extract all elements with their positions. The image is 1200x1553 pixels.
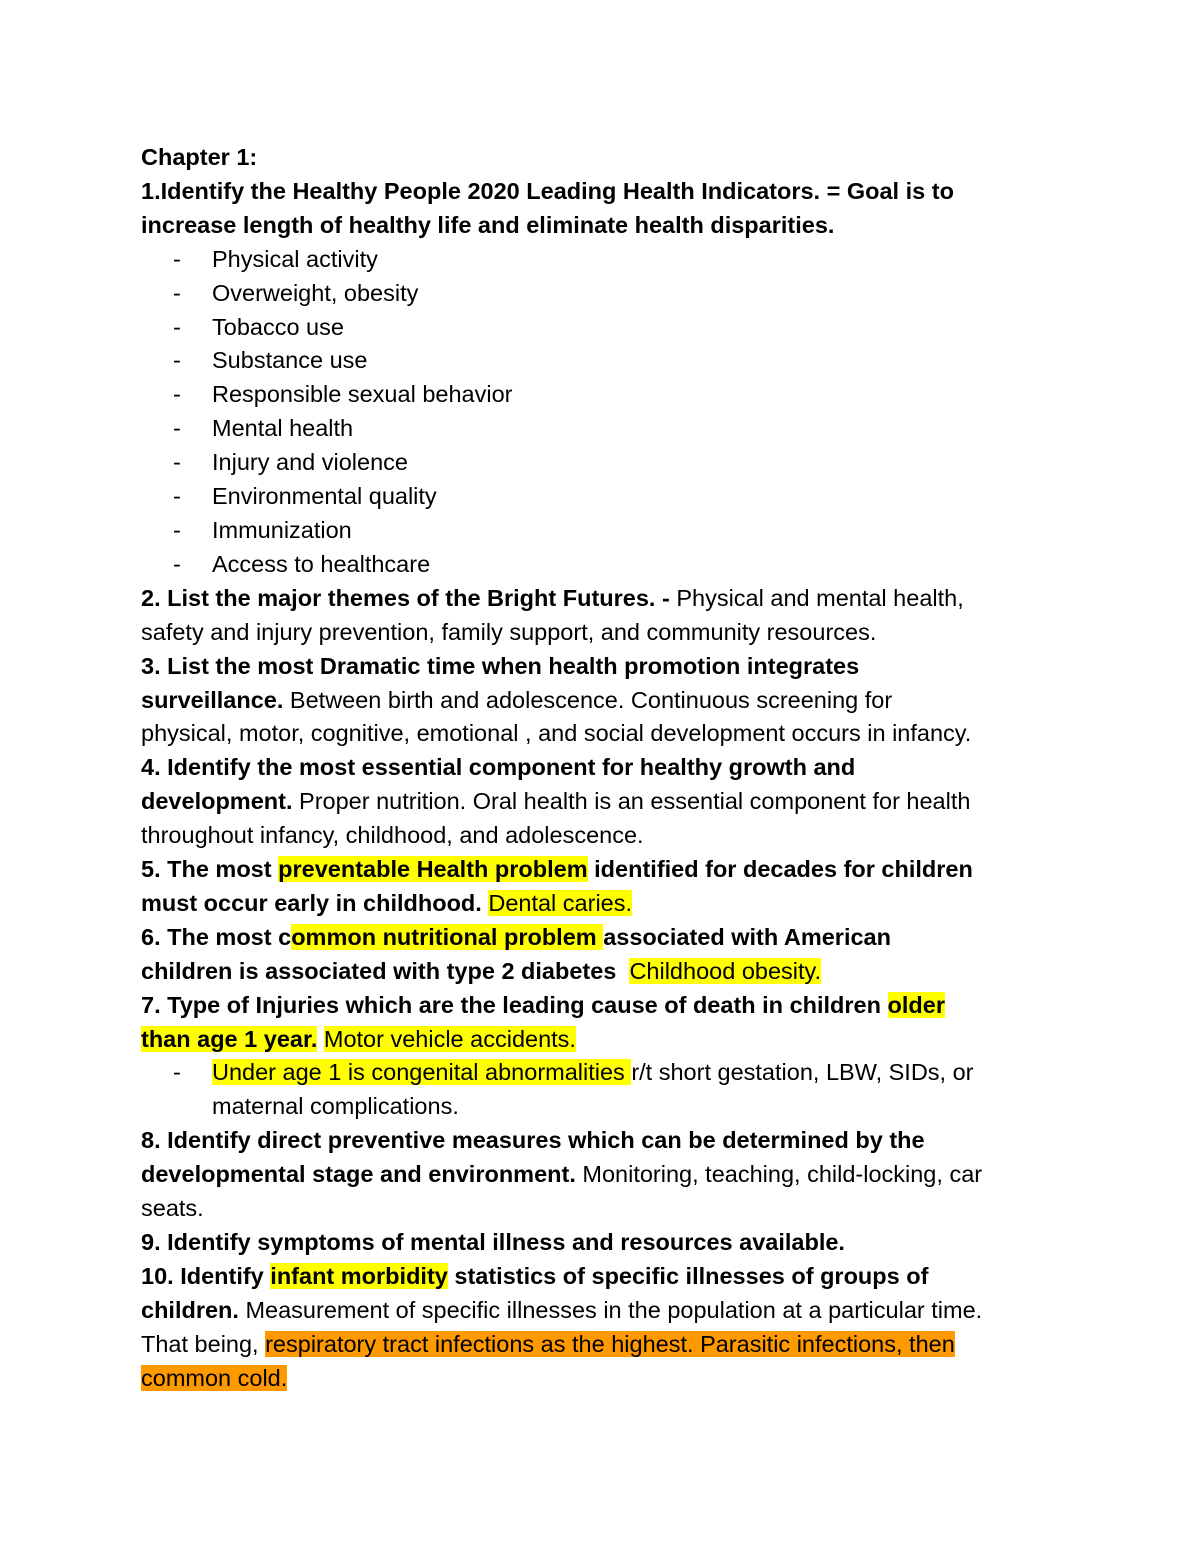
list-item-text: Injury and violence xyxy=(212,449,408,476)
q5-answer: Dental caries. xyxy=(488,889,633,916)
q6-question-end: children is associated with type 2 diabetes xyxy=(141,957,630,984)
q10-orange-highlight: common cold. xyxy=(141,1364,288,1391)
q3-line1: 3. List the most Dramatic time when health promotion integrates xyxy=(141,652,860,679)
list-item-text: Environmental quality xyxy=(212,483,437,510)
q5-line2 xyxy=(141,887,1080,921)
q1-indicator-list xyxy=(141,243,1080,582)
q7-text: 7. Type of Injuries which are the leading cause of death in children xyxy=(141,991,888,1018)
q7-line2 xyxy=(141,1023,1080,1057)
q7-sub-continuation: maternal complications. xyxy=(212,1093,459,1120)
bullet-dash: - xyxy=(173,245,181,272)
list-item xyxy=(141,277,1080,311)
q4-line2 xyxy=(141,785,1080,819)
q2-line1 xyxy=(141,582,1080,616)
q10-answer-lead: That being, xyxy=(141,1330,266,1357)
list-item xyxy=(141,412,1080,446)
list-item-text: Substance use xyxy=(212,347,368,374)
q7-highlight: than age 1 year. xyxy=(141,1025,318,1052)
q10-line4 xyxy=(141,1362,1080,1396)
q7-answer: Motor vehicle accidents. xyxy=(323,1025,576,1052)
list-item xyxy=(141,480,1080,514)
q7-line1 xyxy=(141,989,1080,1023)
q2-line2: safety and injury prevention, family support, and community resources. xyxy=(141,618,877,645)
q7-sub-item xyxy=(141,1056,1080,1090)
q6-line2 xyxy=(141,955,1080,989)
list-item xyxy=(141,344,1080,378)
list-item xyxy=(141,548,1080,582)
list-item-text: Tobacco use xyxy=(212,313,344,340)
bullet-dash: - xyxy=(173,415,181,442)
q10-line3 xyxy=(141,1328,1080,1362)
q10-line1 xyxy=(141,1260,1080,1294)
bullet-dash: - xyxy=(173,483,181,510)
list-item xyxy=(141,378,1080,412)
q6-highlight: ommon nutritional problem xyxy=(291,923,604,950)
q6-line1 xyxy=(141,921,1080,955)
q5-line1 xyxy=(141,853,1080,887)
q8-answer: Monitoring, teaching, child-locking, car xyxy=(575,1161,983,1188)
q4-line1: 4. Identify the most essential component for healthy growth and xyxy=(141,754,856,781)
bullet-dash: - xyxy=(173,550,181,577)
q3-line2 xyxy=(141,684,1080,718)
list-item-text: Immunization xyxy=(212,516,352,543)
q5-highlight: preventable Health problem xyxy=(278,856,588,883)
q1-line2: increase length of healthy life and eliminate health disparities. xyxy=(141,211,835,238)
q7-sub-text: r/t short gestation, LBW, SIDs, or xyxy=(631,1059,974,1086)
list-item xyxy=(141,446,1080,480)
q6-text: associated with American xyxy=(603,923,891,950)
bullet-dash: - xyxy=(173,313,181,340)
bullet-dash: - xyxy=(173,449,181,476)
q8-line2 xyxy=(141,1158,1080,1192)
list-item-text: Physical activity xyxy=(212,245,378,272)
list-item-text: Overweight, obesity xyxy=(212,279,419,306)
q5-text: 5. The most xyxy=(141,856,279,883)
list-item-text: Mental health xyxy=(212,415,354,442)
q2-answer: Physical and mental health, xyxy=(676,584,964,611)
q3-answer: Between birth and adolescence. Continuous screening for xyxy=(283,686,893,713)
list-item xyxy=(141,311,1080,345)
q4-line3: throughout infancy, childhood, and adolescence. xyxy=(141,822,644,849)
q10-line2 xyxy=(141,1294,1080,1328)
q3-question-end: surveillance. xyxy=(141,686,284,713)
q9-line1: 9. Identify symptoms of mental illness and resources available. xyxy=(141,1229,845,1255)
q10-answer: Measurement of specific illnesses in the population at a particular time. xyxy=(238,1296,983,1323)
chapter-title: Chapter 1: xyxy=(141,144,258,170)
q7-highlight: older xyxy=(887,991,945,1018)
bullet-dash: - xyxy=(173,279,181,306)
q5-question-end: must occur early in childhood. xyxy=(141,889,482,916)
bullet-dash: - xyxy=(173,347,181,374)
q10-orange-highlight: respiratory tract infections as the highest. Parasitic infections, then xyxy=(265,1330,955,1357)
bullet-dash: - xyxy=(173,381,181,408)
q5-text: identified for decades for children xyxy=(587,856,973,883)
q10-highlight: infant morbidity xyxy=(270,1262,448,1289)
list-item xyxy=(141,514,1080,548)
q4-question-end: development. xyxy=(141,788,293,815)
q1-line1: 1.Identify the Healthy People 2020 Leading Health Indicators. = Goal is to xyxy=(141,177,954,204)
list-item xyxy=(141,243,1080,277)
list-item-text: Responsible sexual behavior xyxy=(212,381,513,408)
q10-text: statistics of specific illnesses of groups of xyxy=(447,1262,929,1289)
q3-line3: physical, motor, cognitive, emotional , and social development occurs in infancy. xyxy=(141,720,972,747)
q10-text: 10. Identify xyxy=(141,1262,271,1289)
bullet-dash: - xyxy=(173,516,181,543)
q2-question: 2. List the major themes of the Bright Futures. - xyxy=(141,584,677,611)
q4-answer: Proper nutrition. Oral health is an essential component for health xyxy=(292,788,971,815)
q8-line1: 8. Identify direct preventive measures which can be determined by the xyxy=(141,1127,925,1154)
list-item-text: Access to healthcare xyxy=(212,550,431,577)
q6-text: 6. The most c xyxy=(141,923,292,950)
q8-question-end: developmental stage and environment. xyxy=(141,1161,576,1188)
q10-question-end: children. xyxy=(141,1296,239,1323)
q8-line3: seats. xyxy=(141,1195,204,1222)
q7-sub-highlight: Under age 1 is congenital abnormalities xyxy=(212,1059,632,1086)
bullet-dash: - xyxy=(173,1059,181,1086)
q6-answer: Childhood obesity. xyxy=(629,957,822,984)
